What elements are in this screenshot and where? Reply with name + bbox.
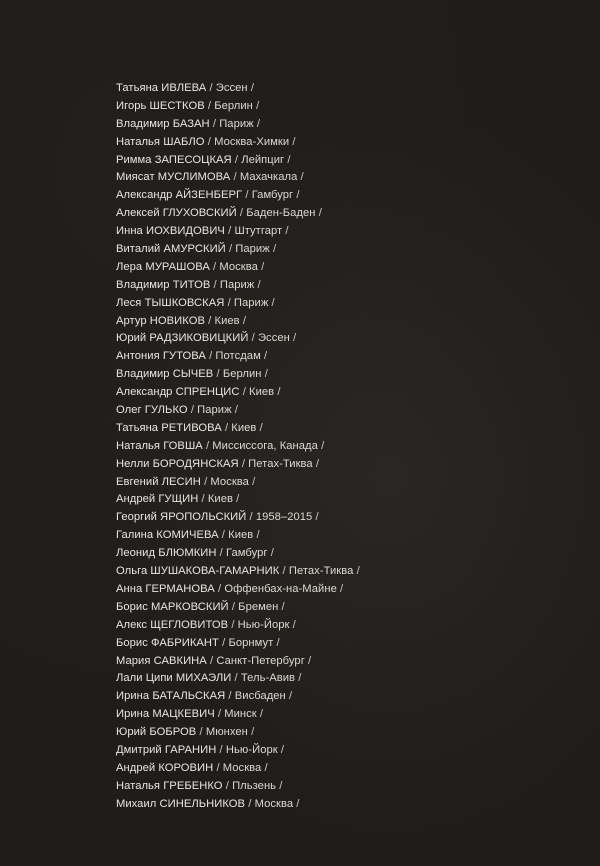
- author-entry: [116, 205, 360, 223]
- separator: /: [241, 457, 245, 470]
- author-entry: [116, 295, 360, 313]
- author-entry: [116, 706, 360, 724]
- author-name: Татьяна РЕТИВОВА: [116, 421, 222, 434]
- author-name: Юрий БОБРОВ: [116, 726, 197, 739]
- author-name: Ольга ШУШАКОВА-ГАМАРНИК: [116, 565, 280, 578]
- author-entry: [116, 688, 360, 706]
- author-entry: [116, 384, 360, 402]
- author-name: Ирина БАТАЛЬСКАЯ: [116, 690, 226, 703]
- separator: /: [207, 135, 211, 148]
- separator: /: [239, 207, 244, 220]
- separator: /: [296, 797, 300, 810]
- author-name: Наталья ГРЕБЕНКО: [116, 779, 223, 792]
- author-entry: [116, 134, 360, 152]
- author-name: Мария САВКИНА: [116, 654, 207, 667]
- author-entry: [116, 366, 360, 384]
- author-location: Штутгарт: [234, 225, 283, 238]
- author-name: Инна ИОХВИДОВИЧ: [116, 225, 225, 238]
- author-location: Тель-Авив: [240, 672, 296, 685]
- separator: /: [315, 511, 319, 524]
- author-name: Андрей ГУЩИН: [116, 493, 199, 506]
- author-name: Леонид БЛЮМКИН: [116, 547, 217, 560]
- author-entry: [116, 116, 360, 134]
- separator: /: [213, 260, 217, 273]
- author-entry: [116, 778, 360, 796]
- author-location: Санкт-Петербург: [216, 654, 305, 667]
- author-entry: [116, 420, 360, 438]
- author-name: Алексей ГЛУХОВСКИЙ: [116, 207, 237, 220]
- author-name: Миясат МУСЛИМОВА: [116, 171, 231, 184]
- separator: /: [264, 368, 268, 381]
- separator: /: [270, 547, 274, 560]
- separator: /: [212, 117, 217, 130]
- author-location: Париж: [219, 278, 255, 291]
- separator: /: [251, 726, 255, 739]
- author-entry: [116, 80, 360, 98]
- separator: /: [249, 511, 253, 524]
- author-name: Артур НОВИКОВ: [116, 314, 205, 327]
- author-location: Париж: [233, 296, 269, 309]
- author-entry: [116, 313, 360, 331]
- author-entry: [116, 509, 360, 527]
- author-entry: [116, 330, 360, 348]
- author-location: Москва: [219, 260, 258, 273]
- separator: /: [356, 565, 360, 578]
- author-entry: [116, 796, 360, 814]
- author-entry: [116, 98, 360, 116]
- authors-list: [116, 80, 360, 814]
- author-entry: [116, 277, 360, 295]
- author-name: Владимир ТИТОВ: [116, 278, 211, 291]
- author-location: Пльзень: [232, 779, 277, 792]
- author-name: Римма ЗАПЕСОЦКАЯ: [116, 153, 232, 166]
- separator: /: [216, 761, 220, 774]
- author-entry: [116, 259, 360, 277]
- separator: /: [285, 225, 289, 238]
- author-entry: [116, 742, 360, 760]
- separator: /: [264, 350, 268, 363]
- separator: /: [221, 529, 225, 542]
- author-location: Махачкала: [239, 171, 298, 184]
- separator: /: [280, 743, 285, 756]
- author-entry: [116, 617, 360, 635]
- separator: /: [242, 314, 246, 327]
- author-location: Москва: [210, 475, 249, 488]
- author-name: Анна ГЕРМАНОВА: [116, 582, 215, 595]
- separator: /: [190, 404, 194, 417]
- author-location: Бремен: [238, 600, 279, 613]
- author-entry: [116, 760, 360, 778]
- separator: /: [296, 189, 300, 202]
- author-location: Петах-Тиква: [288, 565, 354, 578]
- separator: /: [271, 296, 275, 309]
- separator: /: [219, 547, 223, 560]
- author-location: Гамбург: [226, 547, 268, 560]
- author-entry: [116, 724, 360, 742]
- author-location: Оффенбах-на-Майне: [224, 582, 337, 595]
- author-name: Лера МУРАШОВА: [116, 260, 210, 273]
- separator: /: [233, 171, 237, 184]
- author-name: Олег ГУЛЬКО: [116, 404, 188, 417]
- separator: /: [224, 421, 229, 434]
- author-name: Владимир СЫЧЕВ: [116, 368, 214, 381]
- author-location: Петах-Тиква: [248, 457, 313, 470]
- separator: /: [245, 189, 249, 202]
- separator: /: [219, 743, 223, 756]
- separator: /: [318, 207, 322, 220]
- separator: /: [199, 726, 203, 739]
- author-name: Галина КОМИЧЕВА: [116, 529, 219, 542]
- author-name: Георгий ЯРОПОЛЬСКИЙ: [116, 511, 247, 524]
- separator: /: [228, 243, 233, 256]
- author-name: Алекс ЩЕГЛОВИТОВ: [116, 618, 229, 631]
- author-entry: [116, 402, 360, 420]
- separator: /: [282, 565, 286, 578]
- author-location: Москва: [254, 797, 294, 810]
- author-location: Киев: [228, 529, 254, 542]
- author-location: Эссен: [257, 332, 290, 345]
- author-location: Лейпциг: [241, 153, 285, 166]
- author-location: Висбаден: [234, 690, 286, 703]
- separator: /: [216, 368, 220, 381]
- separator: /: [204, 475, 208, 488]
- separator: /: [234, 404, 238, 417]
- author-name: Ирина МАЦКЕВИЧ: [116, 708, 215, 721]
- separator: /: [292, 135, 296, 148]
- author-entry: [116, 545, 360, 563]
- separator: /: [261, 260, 265, 273]
- separator: /: [227, 296, 231, 309]
- separator: /: [207, 99, 212, 112]
- author-name: Михаил СИНЕЛЬНИКОВ: [116, 797, 246, 810]
- author-entry: [116, 456, 360, 474]
- author-name: Леся ТЫШКОВСКАЯ: [116, 296, 225, 309]
- author-location: Нью-Йорк: [225, 743, 278, 756]
- separator: /: [293, 332, 297, 345]
- author-location: Париж: [235, 243, 270, 256]
- author-entry: [116, 653, 360, 671]
- author-name: Татьяна ИВЛЕВА: [116, 82, 207, 94]
- author-location: Борнмут: [228, 636, 274, 649]
- author-location: Нью-Йорк: [237, 618, 290, 631]
- author-name: Юрий РАДЗИКОВИЦКИЙ: [116, 332, 249, 345]
- author-entry: [116, 491, 360, 509]
- author-location: Берлин: [214, 99, 253, 112]
- separator: /: [222, 636, 226, 649]
- separator: /: [315, 457, 320, 470]
- author-location: Гамбург: [251, 189, 294, 202]
- separator: /: [264, 761, 268, 774]
- author-location: Баден-Баден: [246, 207, 316, 220]
- author-entry: [116, 527, 360, 545]
- author-entry: [116, 223, 360, 241]
- author-location: Москва-Химки: [214, 135, 290, 148]
- author-location: Киев: [249, 386, 275, 399]
- separator: /: [256, 99, 260, 112]
- separator: /: [276, 636, 280, 649]
- separator: /: [300, 171, 304, 184]
- author-name: Александр АЙЗЕНБЕРГ: [116, 189, 243, 202]
- separator: /: [209, 654, 214, 667]
- author-name: Лали Ципи МИХАЭЛИ: [116, 672, 232, 685]
- author-name: Игорь ШЕСТКОВ: [116, 99, 205, 112]
- author-name: Владимир БАЗАН: [116, 117, 210, 130]
- separator: /: [208, 314, 212, 327]
- separator: /: [281, 600, 285, 613]
- author-name: Андрей КОРОВИН: [116, 761, 214, 774]
- author-location: Киев: [207, 493, 233, 506]
- author-location: 1958–2015: [255, 511, 313, 524]
- separator: /: [256, 117, 261, 130]
- separator: /: [277, 386, 281, 399]
- author-location: Берлин: [222, 368, 262, 381]
- author-entry: [116, 563, 360, 581]
- separator: /: [287, 153, 291, 166]
- separator: /: [231, 618, 235, 631]
- author-name: Виталий АМУРСКИЙ: [116, 243, 226, 256]
- separator: /: [279, 779, 283, 792]
- separator: /: [251, 332, 255, 345]
- separator: /: [234, 672, 238, 685]
- separator: /: [242, 386, 246, 399]
- separator: /: [256, 529, 260, 542]
- author-location: Мюнхен: [205, 726, 248, 739]
- author-entry: [116, 670, 360, 688]
- author-location: Потсдам: [215, 350, 261, 363]
- author-name: Наталья ГОВША: [116, 439, 203, 452]
- author-entry: [116, 581, 360, 599]
- author-location: Париж: [219, 117, 254, 130]
- author-entry: [116, 169, 360, 187]
- separator: /: [201, 493, 205, 506]
- author-name: Нелли БОРОДЯНСКАЯ: [116, 457, 239, 470]
- separator: /: [213, 278, 217, 291]
- author-name: Антония ГУТОВА: [116, 350, 206, 363]
- author-location: Минск: [224, 708, 257, 721]
- separator: /: [292, 618, 296, 631]
- separator: /: [248, 797, 252, 810]
- author-location: Киев: [231, 421, 257, 434]
- separator: /: [250, 82, 255, 94]
- separator: /: [209, 350, 213, 363]
- separator: /: [272, 243, 277, 256]
- author-name: Дмитрий ГАРАНИН: [116, 743, 217, 756]
- separator: /: [231, 600, 235, 613]
- separator: /: [225, 779, 229, 792]
- separator: /: [234, 153, 239, 166]
- author-location: Эссен: [215, 82, 248, 94]
- separator: /: [228, 225, 232, 238]
- separator: /: [205, 439, 210, 452]
- author-location: Киев: [214, 314, 240, 327]
- author-entry: [116, 187, 360, 205]
- separator: /: [321, 439, 325, 452]
- separator: /: [298, 672, 302, 685]
- author-location: Москва: [222, 761, 262, 774]
- author-name: Борис ФАБРИКАНТ: [116, 636, 219, 649]
- separator: /: [340, 582, 344, 595]
- author-name: Борис МАРКОВСКИЙ: [116, 600, 229, 613]
- author-entry: [116, 474, 360, 492]
- separator: /: [308, 654, 312, 667]
- separator: /: [252, 475, 256, 488]
- separator: /: [259, 421, 263, 434]
- author-entry: [116, 599, 360, 617]
- author-entry: [116, 438, 360, 456]
- author-location: Миссиссога, Канада: [212, 439, 318, 452]
- author-location: Париж: [197, 404, 232, 417]
- author-name: Наталья ШАБЛО: [116, 135, 205, 148]
- separator: /: [259, 708, 264, 721]
- separator: /: [288, 690, 293, 703]
- author-name: Александр СПРЕНЦИС: [116, 386, 240, 399]
- author-entry: [116, 241, 360, 259]
- author-name: Евгений ЛЕСИН: [116, 475, 201, 488]
- author-entry: [116, 635, 360, 653]
- separator: /: [209, 82, 213, 94]
- separator: /: [218, 582, 222, 595]
- author-entry: [116, 152, 360, 170]
- author-entry: [116, 348, 360, 366]
- separator: /: [236, 493, 240, 506]
- separator: /: [257, 278, 261, 291]
- separator: /: [228, 690, 232, 703]
- separator: /: [217, 708, 222, 721]
